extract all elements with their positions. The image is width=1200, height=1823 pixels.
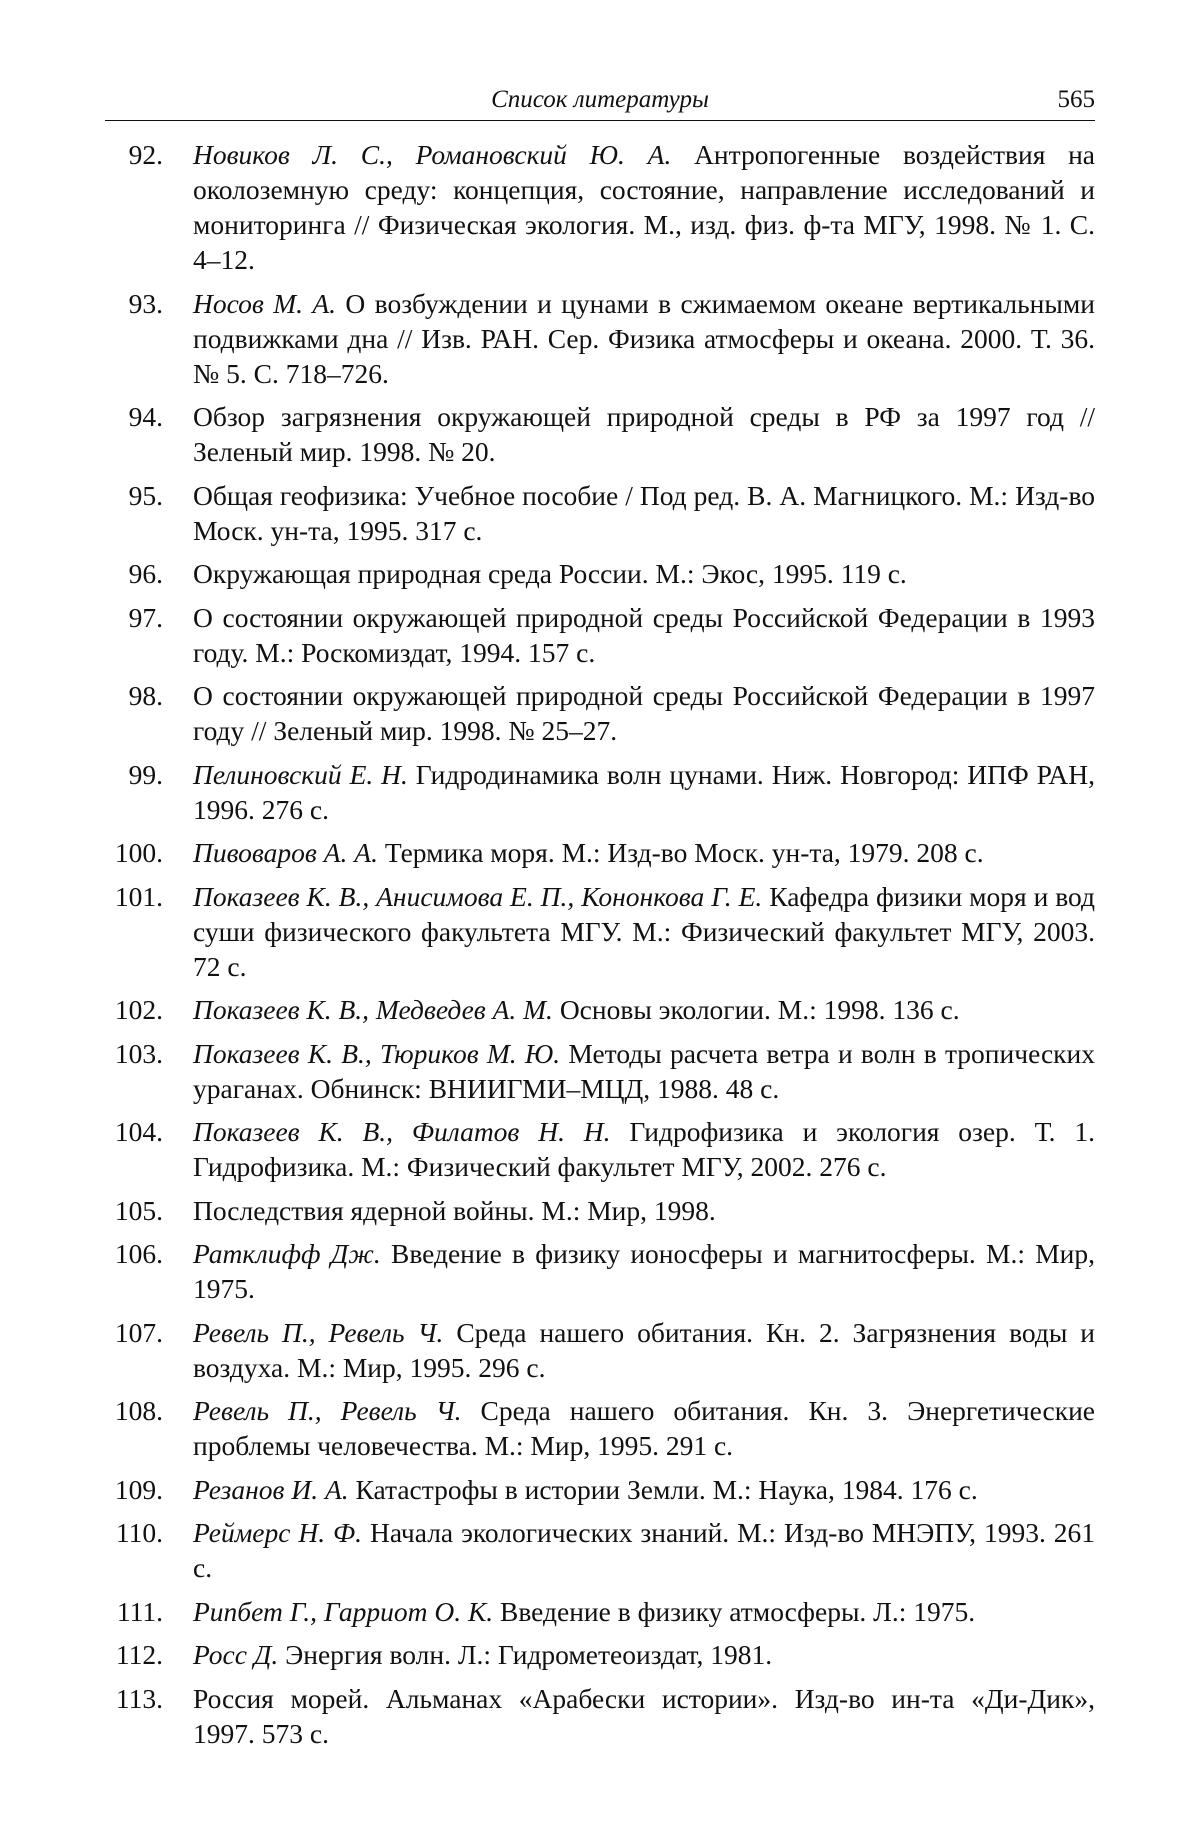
- reference-number: 92.: [128, 139, 163, 170]
- reference-number: 106.: [114, 1238, 163, 1269]
- reference-text: Окружающая природная среда России. М.: Экос, 1995. 119 с.: [193, 558, 907, 589]
- reference-item: [105, 399, 1095, 469]
- reference-number: 100.: [114, 837, 163, 868]
- reference-item: [105, 1036, 1095, 1106]
- reference-item: [105, 1315, 1095, 1385]
- reference-text: Введение в физику ионосферы и магнитосферы. М.: Мир, 1975.: [193, 1238, 1096, 1304]
- reference-text: Введение в физику атмосферы. Л.: 1975.: [493, 1595, 976, 1627]
- reference-text: Общая геофизика: Учебное пособие / Под ред. В. А. Магницкого. М.: Изд-во Моск. ун-та, 1995. 317 с.: [193, 479, 1095, 546]
- reference-author: Показеев К. В., Тюриков М. Ю.: [193, 1037, 561, 1069]
- reference-number: 103.: [114, 1037, 163, 1069]
- reference-item: [105, 137, 1095, 277]
- reference-item: [105, 600, 1095, 670]
- reference-author: Ревель П., Ревель Ч.: [193, 1395, 462, 1426]
- reference-author: Ратклифф Дж.: [193, 1238, 381, 1269]
- reference-text: Кафедра физики моря и вод суши физического факультета МГУ. М.: Физический факультет МГУ, 2003. 72 с.: [193, 880, 1096, 982]
- reference-number: 111.: [116, 1595, 163, 1627]
- reference-author: Показеев К. В., Филатов Н. Н.: [193, 1116, 611, 1147]
- running-header: [105, 82, 1095, 121]
- reference-item: [105, 1681, 1095, 1751]
- reference-number: 101.: [114, 880, 163, 912]
- reference-text: Термика моря. М.: Изд-во Моск. ун-та, 1979. 208 с.: [377, 837, 984, 868]
- reference-text: Последствия ядерной войны. М.: Мир, 1998.: [193, 1194, 716, 1226]
- reference-number: 109.: [114, 1473, 163, 1505]
- reference-author: Рипбет Г., Гарриот О. К.: [193, 1595, 494, 1627]
- reference-number: 104.: [114, 1116, 163, 1147]
- reference-text: Основы экологии. М.: 1998. 136 с.: [552, 994, 960, 1025]
- reference-text: Методы расчета ветра и волн в тропических ураганах. Обнинск: ВНИИГМИ–МЦД, 1988. 48 с.: [193, 1037, 1095, 1104]
- reference-text: Энергия волн. Л.: Гидрометеоиздат, 1981.: [278, 1639, 773, 1670]
- reference-number: 93.: [128, 287, 163, 319]
- reference-number: 112.: [115, 1639, 163, 1670]
- reference-text: Катастрофы в истории Земли. М.: Наука, 1984. 176 с.: [348, 1473, 978, 1505]
- reference-item: [105, 879, 1095, 984]
- reference-author: Новиков Л. С., Романовский Ю. А.: [193, 139, 672, 170]
- reference-item: [105, 835, 1095, 870]
- page-number: 565: [1057, 86, 1095, 113]
- reference-item: [105, 478, 1095, 548]
- reference-number: 108.: [114, 1395, 163, 1426]
- reference-text: Антропогенные воздействия на околоземную среду: концепция, состояние, направление исследований и мониторинга // Физическая экология. М., изд. физ. ф-та МГУ, 1998. № 1. С. 4–12.: [193, 139, 1095, 275]
- reference-text: О состоянии окружающей природной среды Российской Федерации в 1993 году. М.: Роскомиздат, 1994. 157 с.: [193, 601, 1095, 668]
- reference-item: [105, 992, 1095, 1027]
- reference-number: 94.: [128, 401, 163, 432]
- reference-author: Реймерс Н. Ф.: [193, 1517, 363, 1548]
- reference-number: 98.: [128, 680, 163, 711]
- reference-text: Обзор загрязнения окружающей природной среды в РФ за 1997 год // Зеленый мир. 1998. № 20.: [193, 401, 1095, 467]
- reference-text: Гидрофизика и экология озер. Т. 1. Гидрофизика. М.: Физический факультет МГУ, 2002. 276 с.: [193, 1116, 1095, 1182]
- reference-item: [105, 1114, 1095, 1184]
- reference-number: 113.: [115, 1682, 163, 1714]
- reference-author: Показеев К. В., Медведев А. М.: [193, 994, 553, 1025]
- reference-item: [105, 1193, 1095, 1228]
- reference-text: О возбуждении и цунами в сжимаемом океане вертикальными подвижками дна // Изв. РАН. Сер. Физика атмосферы и океана. 2000. Т. 36. № 5. С. 718–726.: [193, 287, 1095, 389]
- reference-item: [105, 1594, 1095, 1629]
- reference-text: Начала экологических знаний. М.: Изд-во МНЭПУ, 1993. 261 с.: [193, 1517, 1095, 1583]
- reference-number: 110.: [115, 1517, 163, 1548]
- running-title: Список литературы: [491, 86, 709, 113]
- reference-author: Показеев К. В., Анисимова Е. П., Кононкова Г. Е.: [193, 880, 763, 912]
- book-page: [105, 82, 1095, 1759]
- reference-item: [105, 1515, 1095, 1585]
- reference-item: [105, 286, 1095, 391]
- reference-text: Среда нашего обитания. Кн. 3. Энергетические проблемы человечества. М.: Мир, 1995. 291 с.: [193, 1395, 1095, 1461]
- reference-author: Пивоваров А. А.: [193, 837, 378, 868]
- reference-item: [105, 1236, 1095, 1306]
- reference-item: [105, 757, 1095, 827]
- reference-number: 95.: [128, 479, 163, 511]
- reference-text: Гидродинамика волн цунами. Ниж. Новгород: ИПФ РАН, 1996. 276 с.: [193, 758, 1095, 825]
- reference-item: [105, 1393, 1095, 1463]
- reference-author: Резанов И. А.: [193, 1473, 349, 1505]
- reference-author: Пелиновский Е. Н.: [193, 758, 408, 790]
- reference-number: 96.: [128, 558, 163, 589]
- reference-list: [105, 137, 1095, 1751]
- reference-number: 107.: [114, 1316, 163, 1348]
- reference-item: [105, 1472, 1095, 1507]
- reference-number: 97.: [128, 601, 163, 633]
- reference-author: Ревель П., Ревель Ч.: [193, 1316, 444, 1348]
- reference-item: [105, 556, 1095, 591]
- reference-text: Россия морей. Альманах «Арабески истории». Изд-во ин-та «Ди-Дик», 1997. 573 с.: [193, 1682, 1095, 1749]
- reference-author: Росс Д.: [193, 1639, 279, 1670]
- reference-item: [105, 678, 1095, 748]
- reference-text: Среда нашего обитания. Кн. 2. Загрязнения воды и воздуха. М.: Мир, 1995. 296 с.: [193, 1316, 1095, 1383]
- reference-item: [105, 1637, 1095, 1672]
- reference-number: 102.: [114, 994, 163, 1025]
- reference-number: 105.: [114, 1194, 163, 1226]
- reference-number: 99.: [128, 758, 163, 790]
- reference-text: О состоянии окружающей природной среды Российской Федерации в 1997 году // Зеленый мир. 1998. № 25–27.: [193, 680, 1095, 746]
- reference-author: Носов М. А.: [193, 287, 337, 319]
